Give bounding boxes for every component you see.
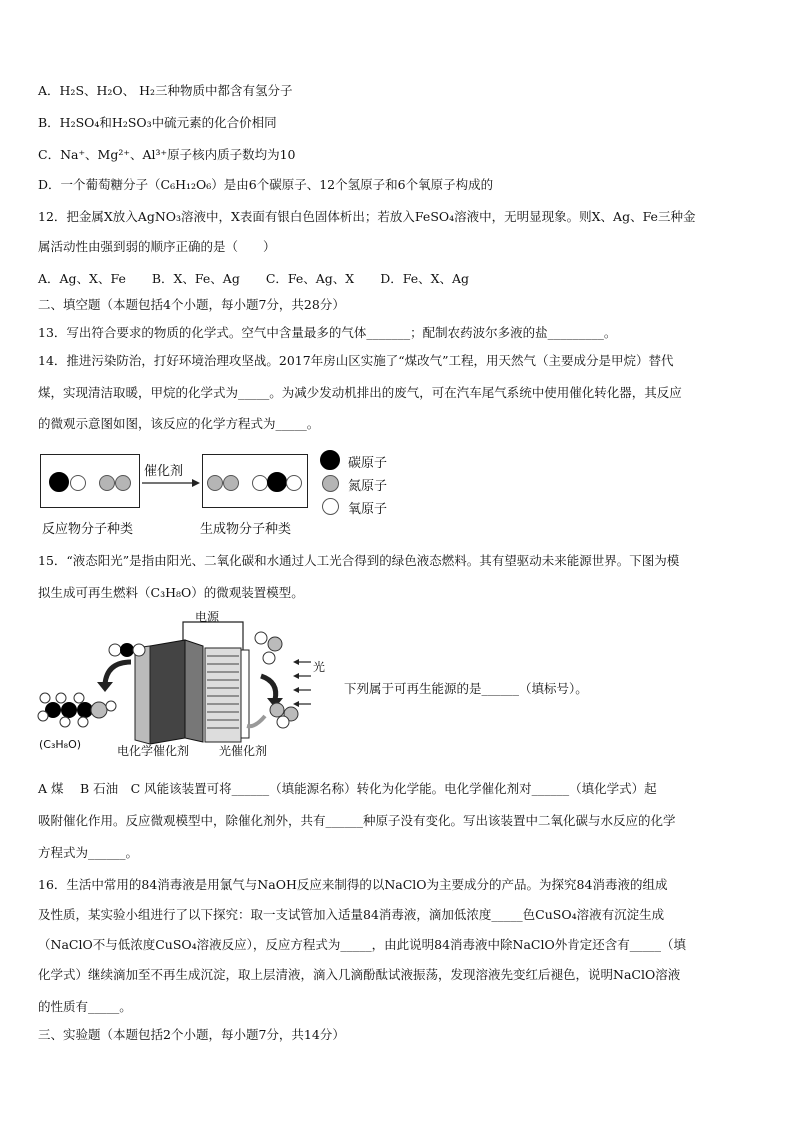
q12-options	[38, 270, 491, 288]
q12-line2: 属活动性由强到弱的顺序正确的是（ ）	[38, 239, 276, 254]
legend-oxygen-icon	[322, 498, 339, 515]
q15-line4: 吸附催化作用。反应微观模型中，除催化剂外，共有______种原子没有变化。写出该装置中二氧化碳与水反应的化学	[38, 813, 676, 828]
product-caption: 生成物分子种类	[200, 522, 292, 537]
nitrogen-atom	[207, 475, 223, 491]
q15-line5: 方程式为______。	[38, 845, 139, 860]
legend-carbon-icon	[320, 450, 340, 470]
carbon-atom	[267, 472, 287, 492]
q12-option-c: C．Fe、Ag、X	[265, 271, 355, 286]
q16-line3: （NaClO不与低浓度CuSO₄溶液反应），反应方程式为_____，由此说明84消毒液中除NaClO外肯定还含有_____（填	[38, 937, 686, 952]
q16-line5: 的性质有_____。	[38, 999, 132, 1014]
carbon-atom	[49, 472, 69, 492]
q16-line4: 化学式）继续滴加至不再生成沉淀，取上层清液，滴入几滴酚酞试液振荡，发现溶液先变红后褪色，说明NaClO溶液	[38, 967, 681, 982]
q15-line1: 15．“液态阳光”是指由阳光、二氧化碳和水通过人工光合得到的绿色液态燃料。其有望驱动未来能源世界。下图为模	[38, 553, 680, 568]
oxygen-atom	[286, 475, 302, 491]
q15-line3: A 煤 B 石油 C 风能该装置可将______（填能源名称）转化为化学能。电化学催化剂对______（填化学式）起	[38, 781, 657, 796]
section-3-heading: 三、实验题（本题包括2个小题，每小题7分，共14分）	[38, 1027, 345, 1042]
q12-option-b: B．X、Fe、Ag	[151, 271, 240, 286]
q11-option-a: A．H₂S、H₂O、 H₂三种物质中都含有氢分子	[38, 83, 293, 98]
q11-option-c: C．Na⁺、Mg²⁺、Al³⁺原子核内质子数均为10	[38, 147, 296, 162]
light-label: 光	[313, 660, 326, 674]
reactant-box	[40, 454, 140, 508]
catalyst-label: 催化剂	[144, 464, 184, 479]
legend-oxygen-label: 氧原子	[348, 502, 388, 517]
reaction-arrow-icon	[140, 478, 202, 488]
q14-line2: 煤，实现清洁取暖，甲烷的化学式为_____。为减少发动机排出的废气，可在汽车尾气系统中使用催化转化器，其反应	[38, 385, 682, 400]
reaction-diagram	[40, 450, 400, 540]
nitrogen-atom	[99, 475, 115, 491]
nitrogen-atom	[115, 475, 131, 491]
q11-option-d: D．一个葡萄糖分子（C₆H₁₂O₆）是由6个碳原子、12个氢原子和6个氧原子构成的	[38, 177, 494, 192]
q13: 13．写出符合要求的物质的化学式。空气中含量最多的气体_______；配制农药波尔多液的盐_________。	[38, 325, 617, 340]
product-box	[202, 454, 308, 508]
reactant-caption: 反应物分子种类	[42, 522, 134, 537]
q14-line3: 的微观示意图如图，该反应的化学方程式为_____。	[38, 416, 320, 431]
liquid-sunshine-device	[35, 610, 345, 762]
q15-line2: 拟生成可再生燃料（C₃H₈O）的微观装置模型。	[38, 585, 304, 600]
legend-carbon-label: 碳原子	[348, 456, 388, 471]
photocatalyst-label: 光催化剂	[219, 744, 268, 758]
section-2-heading: 二、填空题（本题包括4个小题，每小题7分，共28分）	[38, 297, 345, 312]
power-label: 电源	[195, 610, 220, 624]
electrochem-catalyst-label: 电化学催化剂	[117, 744, 190, 758]
legend-nitrogen-icon	[322, 475, 339, 492]
oxygen-atom	[252, 475, 268, 491]
q11-option-b: B．H₂SO₄和H₂SO₃中硫元素的化合价相同	[38, 115, 277, 130]
q15-side-text: 下列属于可再生能源的是______（填标号）。	[344, 681, 588, 696]
oxygen-atom	[70, 475, 86, 491]
q12-line1: 12．把金属X放入AgNO₃溶液中，X表面有银白色固体析出；若放入FeSO₄溶液中，无明显现象。则X、Ag、Fe三种金	[38, 209, 696, 224]
q12-option-d: D．Fe、X、Ag	[380, 271, 470, 286]
device-drawing	[35, 610, 345, 762]
nitrogen-atom	[223, 475, 239, 491]
q16-line2: 及性质，某实验小组进行了以下探究：取一支试管加入适量84消毒液，滴加低浓度_____色CuSO₄溶液有沉淀生成	[38, 907, 665, 922]
q12-option-a: A．Ag、X、Fe	[38, 271, 126, 286]
q14-line1: 14．推进污染防治，打好环境治理攻坚战。2017年房山区实施了“煤改气”工程，用天然气（主要成分是甲烷）替代	[38, 353, 674, 368]
formula-label: (C₃H₈O)	[39, 738, 82, 751]
legend-nitrogen-label: 氮原子	[348, 479, 388, 494]
q16-line1: 16．生活中常用的84消毒液是用氯气与NaOH反应来制得的以NaClO为主要成分的产品。为探究84消毒液的组成	[38, 877, 668, 892]
